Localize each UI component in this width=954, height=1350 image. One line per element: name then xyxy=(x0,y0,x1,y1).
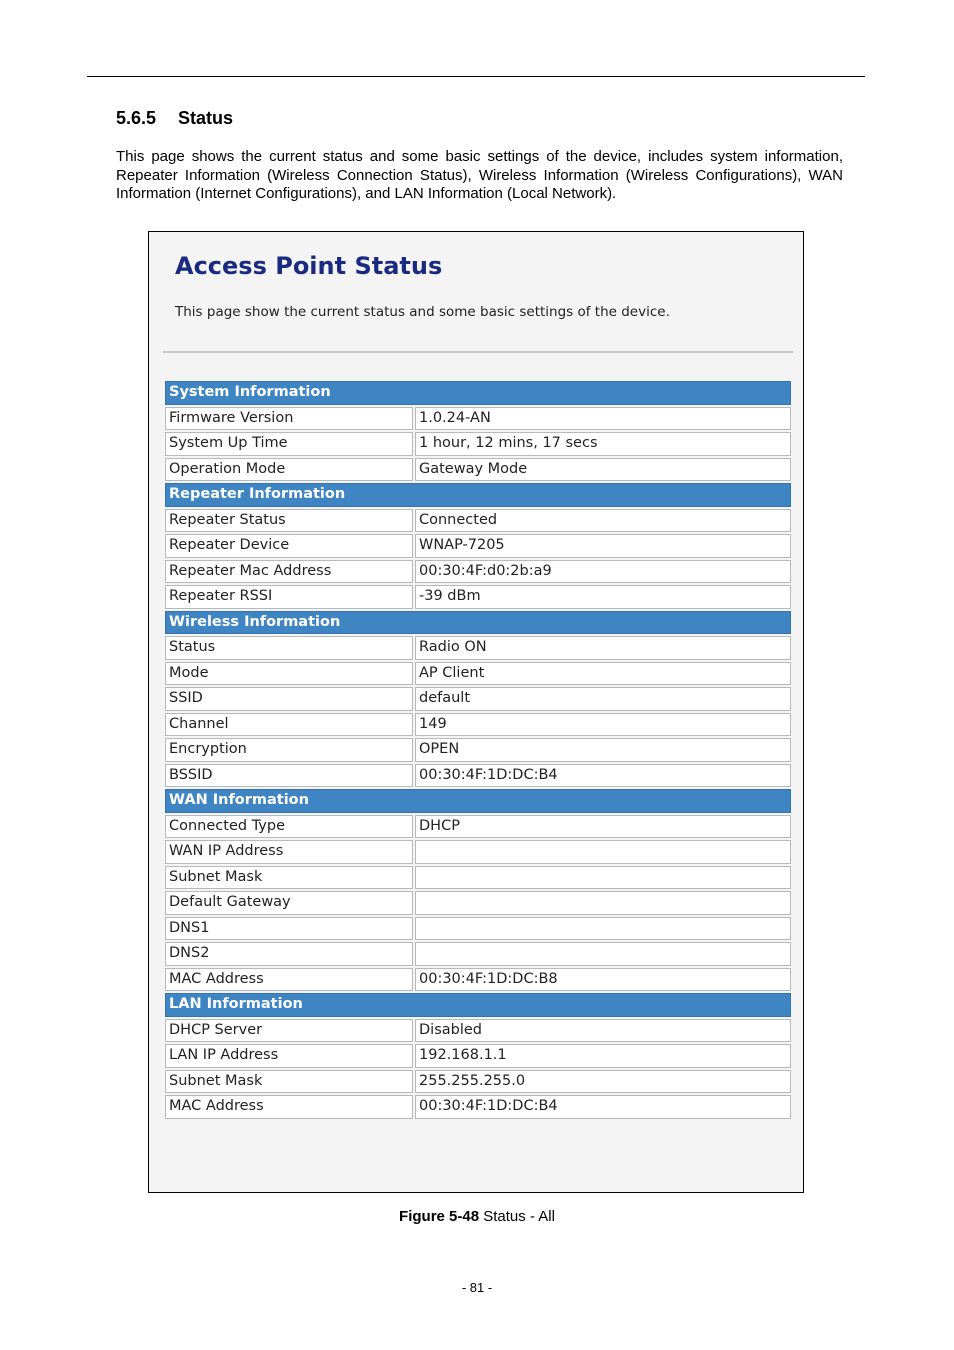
row-value: 1.0.24-AN xyxy=(415,407,791,431)
row-label: Subnet Mask xyxy=(165,1070,413,1094)
row-label: Connected Type xyxy=(165,815,413,839)
table-row xyxy=(165,866,791,890)
section-header: Wireless Information xyxy=(165,611,791,635)
row-value: 255.255.255.0 xyxy=(415,1070,791,1094)
row-label: DNS2 xyxy=(165,942,413,966)
table-row xyxy=(165,713,791,737)
table-row xyxy=(165,1019,791,1043)
row-label: Encryption xyxy=(165,738,413,762)
table-row xyxy=(165,509,791,533)
row-label: Default Gateway xyxy=(165,891,413,915)
page-title: Access Point Status xyxy=(175,252,443,280)
table-row xyxy=(165,687,791,711)
table-row xyxy=(165,764,791,788)
table-row xyxy=(165,585,791,609)
row-value: default xyxy=(415,687,791,711)
row-value: 00:30:4F:1D:DC:B4 xyxy=(415,1095,791,1119)
section-heading xyxy=(116,108,233,129)
row-label: MAC Address xyxy=(165,1095,413,1119)
table-row xyxy=(165,534,791,558)
row-label: Subnet Mask xyxy=(165,866,413,890)
status-table xyxy=(163,379,793,1121)
row-value: 149 xyxy=(415,713,791,737)
table-row xyxy=(165,917,791,941)
header-rule xyxy=(87,76,865,77)
title-divider xyxy=(163,351,793,353)
row-value: DHCP xyxy=(415,815,791,839)
row-value: 00:30:4F:1D:DC:B8 xyxy=(415,968,791,992)
row-value: AP Client xyxy=(415,662,791,686)
row-value xyxy=(415,942,791,966)
row-value: Radio ON xyxy=(415,636,791,660)
section-header-row xyxy=(165,483,791,507)
table-row xyxy=(165,458,791,482)
section-title: Status xyxy=(178,108,234,128)
row-label: Mode xyxy=(165,662,413,686)
section-header-row xyxy=(165,381,791,405)
row-value: 1 hour, 12 mins, 17 secs xyxy=(415,432,791,456)
section-header: Repeater Information xyxy=(165,483,791,507)
figure-label: Figure 5-48 xyxy=(399,1208,480,1225)
section-header: System Information xyxy=(165,381,791,405)
table-row xyxy=(165,891,791,915)
row-label: Repeater Status xyxy=(165,509,413,533)
table-row xyxy=(165,738,791,762)
section-header-row xyxy=(165,993,791,1017)
table-row xyxy=(165,407,791,431)
row-label: System Up Time xyxy=(165,432,413,456)
row-value: Gateway Mode xyxy=(415,458,791,482)
table-row xyxy=(165,942,791,966)
section-header: WAN Information xyxy=(165,789,791,813)
section-header-row xyxy=(165,789,791,813)
row-value: -39 dBm xyxy=(415,585,791,609)
row-value: Disabled xyxy=(415,1019,791,1043)
row-value: 192.168.1.1 xyxy=(415,1044,791,1068)
table-row xyxy=(165,968,791,992)
table-row xyxy=(165,840,791,864)
figure-text: Status - All xyxy=(479,1208,555,1225)
row-value xyxy=(415,891,791,915)
table-row xyxy=(165,432,791,456)
row-label: DHCP Server xyxy=(165,1019,413,1043)
row-label: DNS1 xyxy=(165,917,413,941)
row-value: 00:30:4F:1D:DC:B4 xyxy=(415,764,791,788)
table-row xyxy=(165,1044,791,1068)
section-number: 5.6.5 xyxy=(116,108,157,128)
row-value: OPEN xyxy=(415,738,791,762)
table-row xyxy=(165,815,791,839)
row-label: BSSID xyxy=(165,764,413,788)
row-value: 00:30:4F:d0:2b:a9 xyxy=(415,560,791,584)
table-row xyxy=(165,560,791,584)
row-label: Status xyxy=(165,636,413,660)
row-label: MAC Address xyxy=(165,968,413,992)
row-label: Channel xyxy=(165,713,413,737)
row-value: WNAP-7205 xyxy=(415,534,791,558)
row-value: Connected xyxy=(415,509,791,533)
row-label: Operation Mode xyxy=(165,458,413,482)
row-label: LAN IP Address xyxy=(165,1044,413,1068)
section-header: LAN Information xyxy=(165,993,791,1017)
row-value xyxy=(415,866,791,890)
table-row xyxy=(165,1070,791,1094)
row-label: Repeater Mac Address xyxy=(165,560,413,584)
row-label: SSID xyxy=(165,687,413,711)
figure-caption xyxy=(0,1208,954,1225)
intro-paragraph: This page shows the current status and some basic settings of the device, includes system information, Repeater Information (Wireless Connection Status), Wireless Information (Wireless Configurations), WAN Information (Internet Configurations), and LAN Information (Local Network). xyxy=(116,148,843,202)
row-label: Firmware Version xyxy=(165,407,413,431)
row-value xyxy=(415,917,791,941)
table-row xyxy=(165,1095,791,1119)
row-value xyxy=(415,840,791,864)
page-number: - 81 - xyxy=(461,1280,493,1295)
section-header-row xyxy=(165,611,791,635)
table-row xyxy=(165,636,791,660)
table-row xyxy=(165,662,791,686)
row-label: Repeater Device xyxy=(165,534,413,558)
row-label: WAN IP Address xyxy=(165,840,413,864)
status-screenshot xyxy=(148,231,804,1193)
page-description: This page show the current status and some basic settings of the device. xyxy=(175,304,670,320)
row-label: Repeater RSSI xyxy=(165,585,413,609)
